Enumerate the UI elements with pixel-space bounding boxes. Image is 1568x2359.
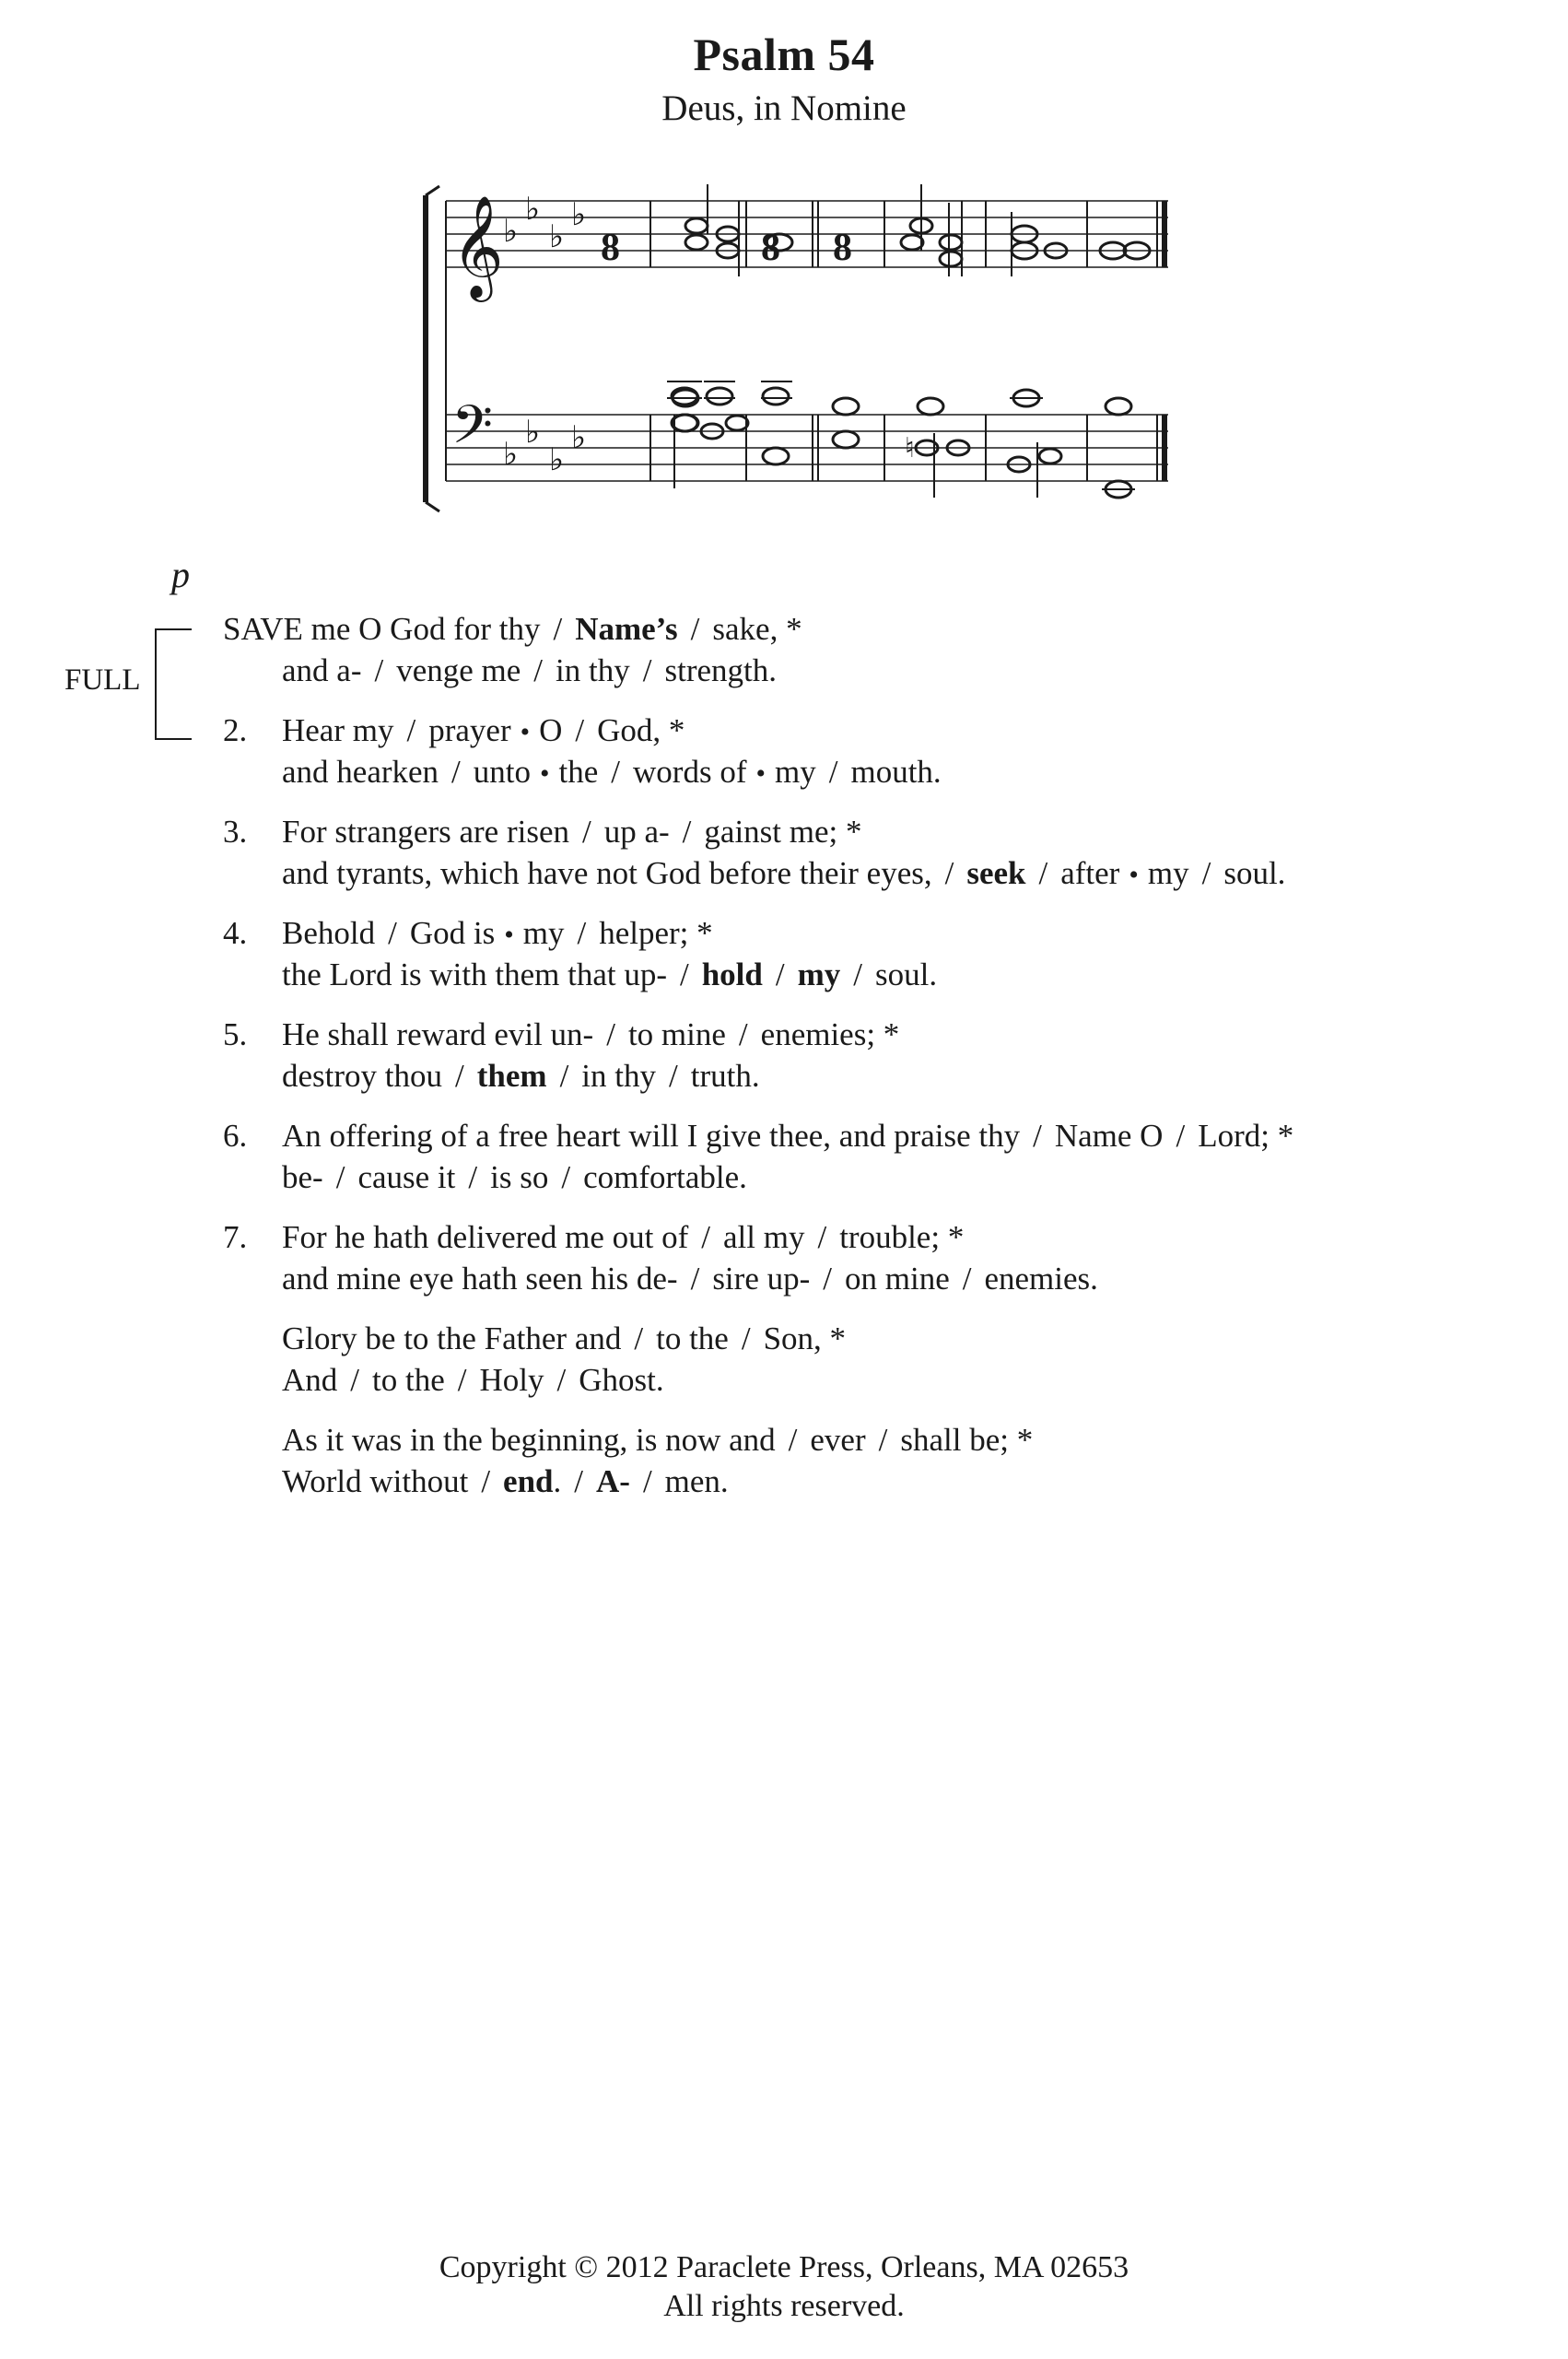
verse-text: in thy (581, 1058, 656, 1094)
verse-number: 3. (223, 814, 248, 850)
svg-text:♭: ♭ (525, 191, 541, 228)
verse-text: For strangers are risen (282, 814, 569, 850)
verse-text: men. (664, 1463, 729, 1499)
verse-text: Lord; * (1198, 1118, 1294, 1154)
verse-text: venge me (396, 652, 521, 688)
verse-text: sake, * (712, 611, 802, 647)
verse-text: Ghost. (579, 1362, 664, 1398)
verse-text: strength. (664, 652, 777, 688)
pointing-bar: / (406, 712, 416, 748)
verse-text: God, * (597, 712, 685, 748)
pointing-bar: / (581, 814, 591, 850)
pointing-bar: / (738, 1016, 748, 1052)
verse-text: to the (372, 1362, 445, 1398)
verse-text: ever (810, 1422, 866, 1458)
dynamic-marking: p (171, 554, 190, 595)
pointing-dot: • (504, 920, 514, 950)
accented-syllable: A- (596, 1463, 630, 1499)
verse-text: sire up- (712, 1261, 811, 1297)
copyright-line: Copyright © 2012 Paraclete Press, Orleans, MA 02653 (439, 2250, 1129, 2284)
natural-sign-icon: ♮ (905, 432, 915, 464)
pointing-bar: / (561, 1159, 571, 1195)
pointing-bar: / (669, 1058, 678, 1094)
verse-text: soul. (875, 957, 938, 992)
copyright-notice (0, 2248, 1568, 2326)
pointing-dot: • (520, 717, 531, 747)
verse-text: Behold (282, 915, 376, 951)
pointing-bar: / (553, 611, 563, 647)
verse-line-1 (282, 1014, 899, 1055)
verse-text: all my (723, 1219, 805, 1255)
verse-text: in thy (556, 652, 630, 688)
treble-clef-icon: 𝄞 (451, 194, 504, 298)
verse-text: Name O (1054, 1118, 1164, 1154)
verse-line-2 (282, 954, 937, 995)
verse-line-1 (282, 1318, 846, 1359)
verse-number: 2. (223, 712, 248, 748)
pointing-bar: / (1201, 855, 1211, 891)
time-signature: 8 (601, 227, 620, 269)
verse-text: shall be; * (900, 1422, 1034, 1458)
verse-text: mouth. (850, 754, 942, 790)
accented-syllable: my (797, 957, 841, 992)
verse-text: my (775, 754, 816, 790)
full-label: FULL (64, 663, 141, 697)
svg-text:♭: ♭ (503, 436, 519, 473)
time-signature: 8 (833, 227, 852, 269)
verse-text: For he hath delivered me out of (282, 1219, 689, 1255)
verse-text: cause it (357, 1159, 456, 1195)
verse-text: Hear my (282, 712, 394, 748)
pointing-bar: / (962, 1261, 972, 1297)
verse-text: enemies; * (760, 1016, 900, 1052)
verse-text: to mine (627, 1016, 726, 1052)
pointing-bar: / (944, 855, 954, 891)
pointing-dot: • (755, 758, 766, 789)
rights-line: All rights reserved. (663, 2289, 905, 2323)
svg-text:♭: ♭ (571, 196, 587, 233)
pointing-bar: / (533, 652, 544, 688)
verse-text: SAVE me O God for thy (223, 611, 541, 647)
verse-line-1 (282, 1115, 1293, 1156)
svg-text:♭: ♭ (571, 419, 587, 456)
pointing-bar: / (701, 1219, 710, 1255)
verse-text: helper; * (599, 915, 713, 951)
verse-line-2 (282, 650, 777, 691)
verse-text: and a- (282, 652, 362, 688)
verse-text: . (553, 1463, 562, 1499)
verse-text: and tyrants, which have not God before their eyes, (282, 855, 932, 891)
pointing-bar: / (611, 754, 621, 790)
verse-line-1 (223, 608, 802, 650)
verse-number: 4. (223, 915, 248, 951)
pointing-bar: / (690, 611, 700, 647)
verse-text: trouble; * (839, 1219, 965, 1255)
verse-text: words of (633, 754, 747, 790)
verse-text: truth. (690, 1058, 760, 1094)
accented-syllable: end (503, 1463, 554, 1499)
pointing-bar: / (775, 957, 785, 992)
pointing-bar: / (788, 1422, 798, 1458)
pointing-bar: / (350, 1362, 360, 1398)
verse-text: my (522, 915, 565, 951)
verse-line-2 (282, 751, 942, 794)
pointing-bar: / (574, 1463, 583, 1499)
accented-syllable: hold (701, 957, 763, 992)
pointing-bar: / (634, 1320, 644, 1356)
verse-text: the (558, 754, 599, 790)
pointing-bar: / (679, 957, 689, 992)
verse-line-1 (282, 1419, 1033, 1461)
verse-text: to the (656, 1320, 729, 1356)
pointing-dot: • (1129, 860, 1139, 890)
verse-text: And (282, 1362, 338, 1398)
verse-text: O (539, 712, 563, 748)
verse-line-2 (282, 852, 1285, 896)
verse-text: gainst me; * (704, 814, 862, 850)
page-subtitle: Deus, in Nomine (661, 88, 907, 128)
pointing-bar: / (606, 1016, 615, 1052)
pointing-bar: / (823, 1261, 832, 1297)
full-bracket (155, 628, 192, 740)
verse-text: and hearken (282, 754, 439, 790)
verse-text: World without (282, 1463, 469, 1499)
verse-text: and mine eye hath seen his de- (282, 1261, 678, 1297)
verse-line-2 (282, 1156, 747, 1198)
verse-text: up a- (603, 814, 670, 850)
pointing-bar: / (575, 712, 585, 748)
pointing-bar: / (690, 1261, 700, 1297)
verse-text: Glory be to the Father and (282, 1320, 622, 1356)
pointing-bar: / (559, 1058, 569, 1094)
verse-text: on mine (845, 1261, 950, 1297)
pointing-bar: / (451, 754, 461, 790)
pointing-bar: / (457, 1362, 467, 1398)
verse-line-1 (282, 1216, 964, 1258)
verse-line-2 (282, 1359, 664, 1401)
pointing-bar: / (1176, 1118, 1186, 1154)
verse-line-2 (282, 1055, 760, 1097)
verse-text: my (1147, 855, 1189, 891)
verse-line-2 (282, 1461, 729, 1502)
svg-text:♭: ♭ (549, 218, 565, 255)
verse-text: the Lord is with them that up- (282, 957, 667, 992)
pointing-bar: / (642, 1463, 652, 1499)
pointing-bar: / (1033, 1118, 1042, 1154)
music-score (0, 0, 1568, 516)
verse-line-2 (282, 1258, 1098, 1299)
pointing-bar: / (878, 1422, 888, 1458)
verse-text: unto (473, 754, 532, 790)
verse-number: 5. (223, 1016, 248, 1052)
verse-text: prayer (428, 712, 511, 748)
svg-text:♭: ♭ (549, 441, 565, 478)
verse-line-1 (282, 710, 685, 753)
bass-clef-icon: 𝄢 (451, 393, 494, 469)
pointing-bar: / (481, 1463, 491, 1499)
pointing-bar: / (828, 754, 838, 790)
verse-text: comfortable. (583, 1159, 747, 1195)
svg-text:♭: ♭ (503, 213, 519, 250)
pointing-bar: / (577, 915, 587, 951)
verse-text: Holy (479, 1362, 544, 1398)
verse-text: enemies. (984, 1261, 1098, 1297)
pointing-bar: / (817, 1219, 827, 1255)
verse-text: destroy thou (282, 1058, 443, 1094)
verse-text: He shall reward evil un- (282, 1016, 594, 1052)
pointing-bar: / (642, 652, 652, 688)
pointing-bar: / (853, 957, 862, 992)
verse-text: God is (409, 915, 496, 951)
verse-text: As it was in the beginning, is now and (282, 1422, 776, 1458)
pointing-bar: / (388, 915, 397, 951)
pointing-bar: / (468, 1159, 478, 1195)
svg-text:♭: ♭ (525, 414, 541, 451)
verse-text: Son, * (763, 1320, 847, 1356)
pointing-bar: / (335, 1159, 345, 1195)
verse-text: An offering of a free heart will I give thee, and praise thy (282, 1118, 1021, 1154)
verse-text: is so (490, 1159, 549, 1195)
verse-text: be- (282, 1159, 323, 1195)
verse-line-1 (282, 912, 713, 956)
accented-syllable: Name’s (575, 611, 678, 647)
time-signature: 8 (761, 227, 780, 269)
pointing-bar: / (741, 1320, 751, 1356)
pointing-bar: / (374, 652, 384, 688)
pointing-bar: / (682, 814, 692, 850)
page-title: Psalm 54 (693, 29, 875, 80)
pointing-bar: / (556, 1362, 567, 1398)
accented-syllable: them (476, 1058, 547, 1094)
verse-number: 6. (223, 1118, 248, 1154)
pointing-dot: • (540, 758, 550, 789)
accented-syllable: seek (966, 855, 1026, 891)
pointing-bar: / (455, 1058, 464, 1094)
verse-text: after (1060, 855, 1120, 891)
verse-text: soul. (1223, 855, 1286, 891)
verse-number: 7. (223, 1219, 248, 1255)
pointing-bar: / (1038, 855, 1048, 891)
verse-line-1 (282, 811, 862, 852)
